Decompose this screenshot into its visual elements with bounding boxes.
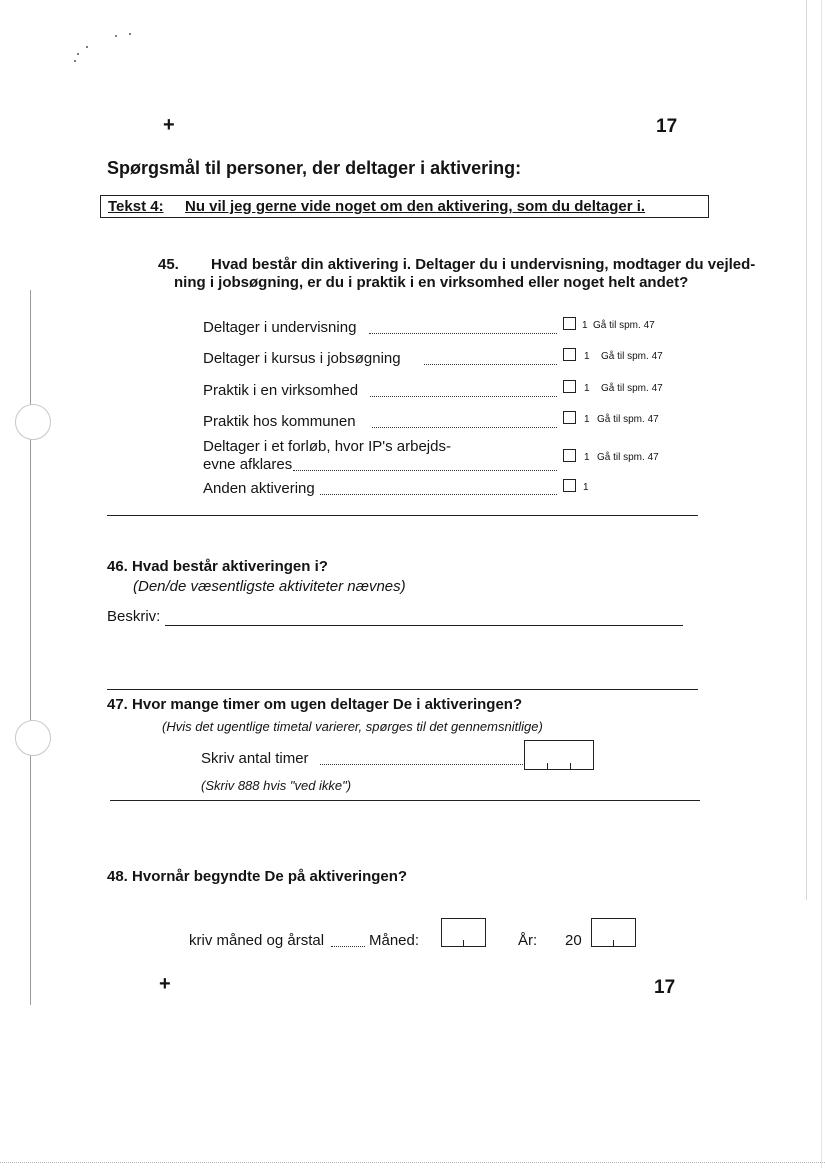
q47-note: (Hvis det ugentlige timetal varierer, spørges til det gennemsnitlige): [162, 719, 543, 734]
q45-question-line1: Hvad består din aktivering i. Deltager du i undervisning, modtager du vejled-: [211, 256, 756, 273]
q45-option-checkbox[interactable]: [563, 411, 576, 424]
q45-option-goto: Gå til spm. 47: [601, 351, 663, 362]
q48-month-label: Måned:: [369, 932, 420, 949]
q45-option-label: Praktik i en virksomhed: [203, 382, 359, 399]
q48-year-label: År:: [518, 932, 538, 949]
q48-month-input[interactable]: [441, 918, 486, 947]
text-box-label: Tekst 4:: [108, 198, 164, 215]
right-edge-line: [821, 0, 822, 1168]
q45-option-goto: Gå til spm. 47: [597, 414, 659, 425]
dot-leader: [372, 427, 557, 428]
digit-separator: [463, 940, 464, 946]
dot-leader: [369, 333, 557, 334]
scan-speck: [115, 35, 117, 37]
q45-option-checkbox[interactable]: [563, 380, 576, 393]
punch-hole: [15, 404, 51, 440]
q45-option-code: 1: [584, 452, 590, 463]
scan-speck: [86, 46, 88, 48]
q46-title: 46. Hvad består aktiveringen i?: [107, 558, 328, 575]
q45-option-label: Deltager i kursus i jobsøgning: [203, 350, 401, 367]
q45-option-code: 1: [583, 482, 589, 493]
q45-option-label-line1: Deltager i et forløb, hvor IP's arbejds-: [203, 438, 451, 455]
header-plus: +: [163, 114, 175, 136]
section-divider: [107, 689, 698, 690]
q45-option-code: 1: [584, 351, 590, 362]
q48-instruction: kriv måned og årstal: [189, 932, 325, 949]
q45-option-label: Praktik hos kommunen: [203, 413, 356, 430]
q47-hours-input[interactable]: [524, 740, 594, 770]
q46-answer-line[interactable]: [165, 625, 683, 626]
left-margin-line: [30, 290, 31, 1005]
q47-title: 47. Hvor mange timer om ugen deltager De i aktiveringen?: [107, 696, 523, 713]
q45-option-goto: Gå til spm. 47: [597, 452, 659, 463]
q48-year-input[interactable]: [591, 918, 636, 947]
q47-field-label: Skriv antal timer: [201, 750, 309, 767]
q46-describe-label: Beskriv:: [107, 608, 161, 625]
dot-leader: [320, 764, 523, 765]
dot-leader: [320, 494, 557, 495]
q45-option-checkbox[interactable]: [563, 479, 576, 492]
digit-separator: [570, 763, 571, 769]
digit-separator: [613, 940, 614, 946]
section-divider: [110, 800, 700, 801]
digit-separator: [547, 763, 548, 769]
q45-option-code: 1: [582, 320, 588, 331]
q48-title: 48. Hvornår begyndte De på aktiveringen?: [107, 868, 408, 885]
bottom-edge-line: [0, 1162, 825, 1163]
q45-option-label: Anden aktivering: [203, 480, 315, 497]
q45-option-checkbox[interactable]: [563, 348, 576, 361]
q45-option-goto: Gå til spm. 47: [601, 383, 663, 394]
scan-speck: [74, 60, 76, 62]
footer-plus: +: [159, 973, 171, 995]
q45-number: 45.: [158, 256, 179, 273]
scan-speck: [129, 33, 131, 35]
scan-speck: [77, 53, 79, 55]
section-divider: [107, 515, 698, 516]
q45-option-label: Deltager i undervisning: [203, 319, 357, 336]
q48-year-prefix: 20: [565, 932, 582, 949]
text-box-text: Nu vil jeg gerne vide noget om den aktivering, som du deltager i.: [185, 198, 646, 215]
q45-option-goto: Gå til spm. 47: [593, 320, 655, 331]
dot-leader: [424, 364, 557, 365]
q47-hint: (Skriv 888 hvis "ved ikke"): [201, 778, 352, 793]
interviewer-text-box: [100, 195, 709, 218]
q45-question-line2: ning i jobsøgning, er du i praktik i en virksomhed eller noget helt andet?: [174, 274, 689, 291]
punch-hole: [15, 720, 51, 756]
q45-option-checkbox[interactable]: [563, 449, 576, 462]
q45-option-checkbox[interactable]: [563, 317, 576, 330]
right-margin-line: [806, 0, 807, 900]
q45-option-code: 1: [584, 414, 590, 425]
dot-leader: [293, 470, 557, 471]
q45-option-code: 1: [584, 383, 590, 394]
section-title: Spørgsmål til personer, der deltager i aktivering:: [107, 158, 522, 178]
q45-option-label-line2: evne afklares: [203, 456, 293, 473]
footer-page-number: 17: [654, 977, 676, 998]
page-number: 17: [656, 116, 678, 137]
dot-leader: [370, 396, 557, 397]
dot-leader: [331, 946, 365, 947]
q46-note: (Den/de væsentligste aktiviteter nævnes): [133, 578, 406, 595]
